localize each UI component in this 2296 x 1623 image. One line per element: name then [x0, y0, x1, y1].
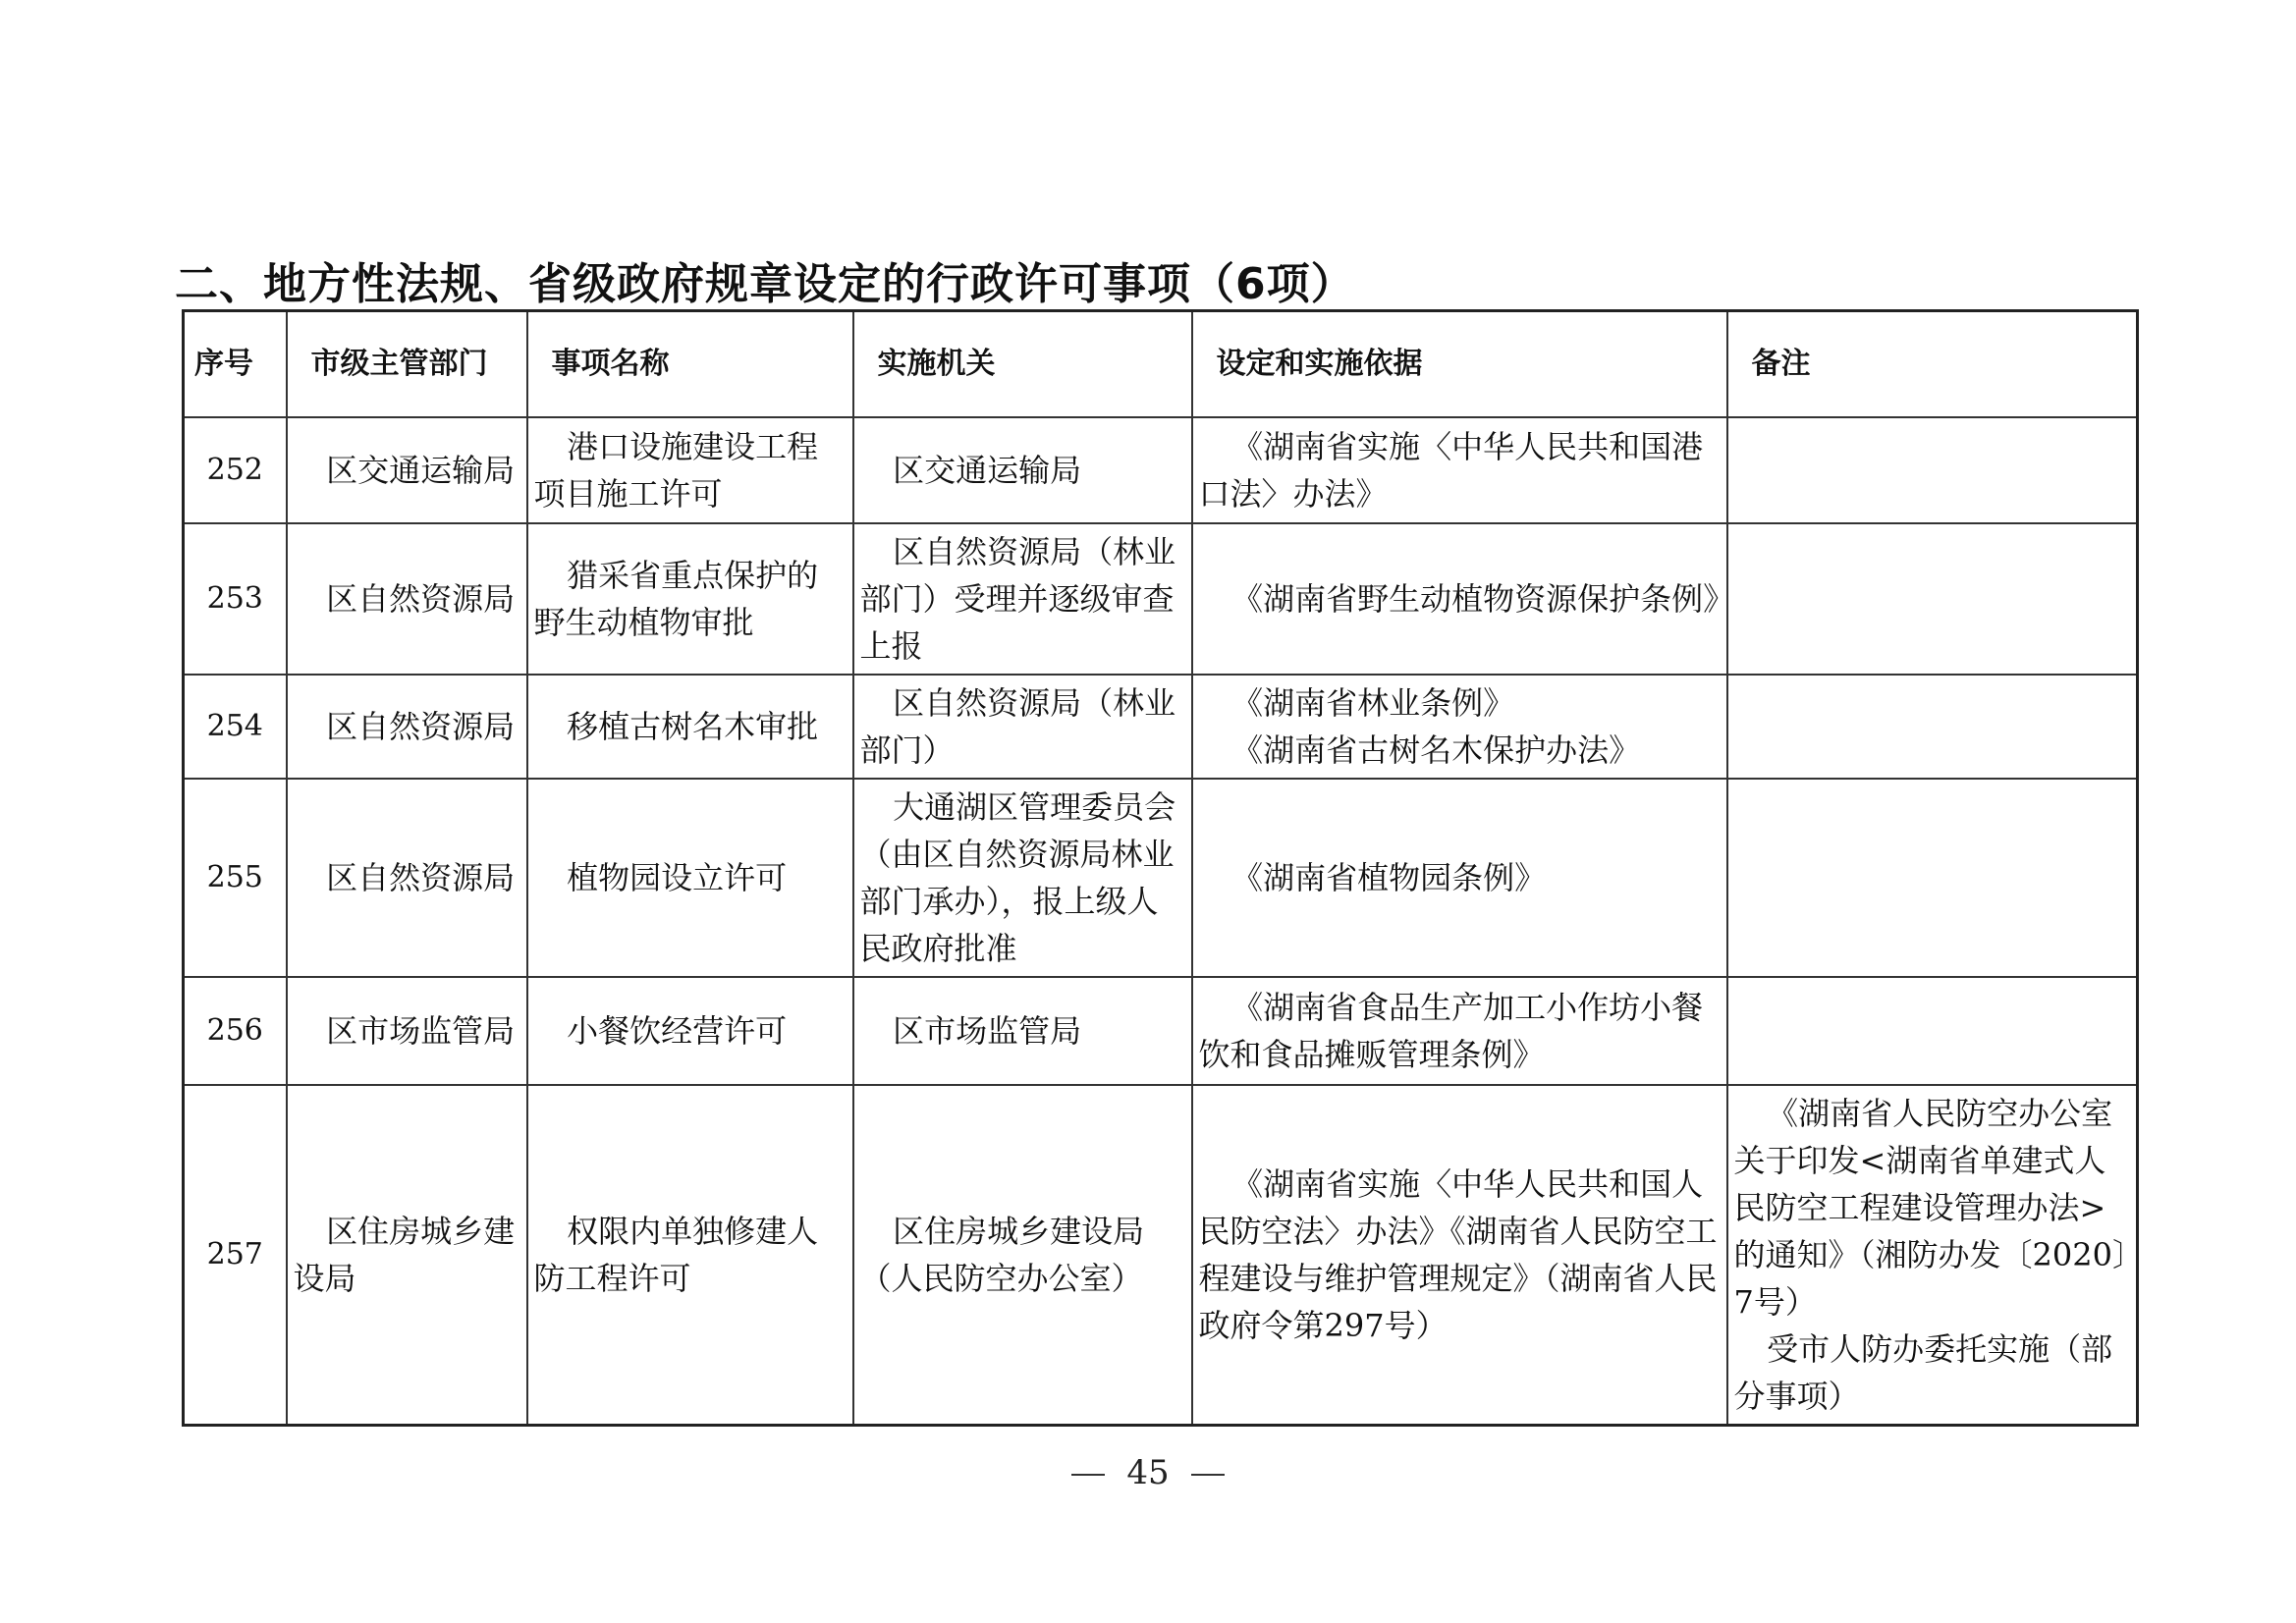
cell-item-name: 植物园设立许可	[527, 779, 853, 977]
cell-remarks	[1727, 977, 2138, 1085]
cell-remarks-line: 《湖南省人民防空办公室关于印发<湖南省单建式人民防空工程建设管理办法>的通知》（湘防办发〔2020〕7号）	[1733, 1094, 2128, 1321]
cell-remarks	[1727, 417, 2138, 523]
page-number: 45	[1126, 1453, 1170, 1492]
cell-basis	[1192, 523, 1735, 675]
header-remarks: 备注	[1727, 311, 2138, 417]
cell-basis	[1192, 1085, 1727, 1426]
page-footer	[0, 1451, 2296, 1494]
cell-basis	[1192, 977, 1727, 1085]
cell-basis-line: 《湖南省野生动植物资源保护条例》	[1231, 579, 1735, 618]
cell-agency: 区自然资源局（林业部门）受理并逐级审查上报	[853, 523, 1192, 675]
cell-remarks	[1727, 779, 2138, 977]
cell-department: 区自然资源局	[287, 779, 527, 977]
cell-agency: 区住房城乡建设局（人民防空办公室）	[853, 1085, 1192, 1426]
cell-remarks	[1727, 523, 2138, 675]
table-row	[184, 675, 2138, 779]
table-body	[184, 417, 2138, 1426]
cell-remarks-line: 受市人防办委托实施（部分事项）	[1733, 1329, 2113, 1415]
cell-department: 区市场监管局	[287, 977, 527, 1085]
cell-basis-line: 《湖南省古树名木保护办法》	[1231, 730, 1641, 769]
cell-seq: 257	[184, 1085, 287, 1426]
header-agency: 实施机关	[853, 311, 1192, 417]
cell-department: 区住房城乡建设局	[287, 1085, 527, 1426]
cell-seq: 255	[184, 779, 287, 977]
footer-dash-right	[1191, 1474, 1225, 1476]
cell-remarks	[1727, 1085, 2138, 1426]
cell-remarks	[1727, 675, 2138, 779]
cell-basis-line: 《湖南省实施〈中华人民共和国人民防空法〉办法》《湖南省人民防空工程建设与维护管理规定》（湖南省人民政府令第297号）	[1198, 1164, 1718, 1344]
table-row	[184, 779, 2138, 977]
cell-basis	[1192, 675, 1727, 779]
cell-agency: 区市场监管局	[853, 977, 1192, 1085]
cell-department: 区自然资源局	[287, 523, 527, 675]
table-row	[184, 417, 2138, 523]
cell-basis-line: 《湖南省实施〈中华人民共和国港口法〉办法》	[1198, 427, 1704, 513]
table-row	[184, 523, 2138, 675]
cell-agency: 区自然资源局（林业部门）	[853, 675, 1192, 779]
cell-basis	[1192, 417, 1727, 523]
header-department: 市级主管部门	[287, 311, 527, 417]
cell-seq: 253	[184, 523, 287, 675]
cell-item-name: 猎采省重点保护的野生动植物审批	[527, 523, 853, 675]
cell-seq: 252	[184, 417, 287, 523]
table-header-row	[184, 311, 2138, 417]
cell-basis-line: 《湖南省林业条例》	[1231, 683, 1515, 722]
cell-basis-line: 《湖南省食品生产加工小作坊小餐饮和食品摊贩管理条例》	[1198, 988, 1704, 1073]
cell-department: 区自然资源局	[287, 675, 527, 779]
cell-agency: 大通湖区管理委员会（由区自然资源局林业部门承办），报上级人民政府批准	[853, 779, 1192, 977]
section-heading: 二、地方性法规、省级政府规章设定的行政许可事项（6项）	[175, 259, 1355, 309]
cell-item-name: 权限内单独修建人防工程许可	[527, 1085, 853, 1426]
cell-item-name: 小餐饮经营许可	[527, 977, 853, 1085]
header-item-name: 事项名称	[527, 311, 853, 417]
cell-department: 区交通运输局	[287, 417, 527, 523]
table-row	[184, 977, 2138, 1085]
table-row	[184, 1085, 2138, 1426]
cell-basis	[1192, 779, 1727, 977]
permit-items-table	[182, 309, 2139, 1427]
cell-agency: 区交通运输局	[853, 417, 1192, 523]
header-seq: 序号	[184, 311, 287, 417]
footer-dash-left	[1071, 1474, 1105, 1476]
cell-basis-line: 《湖南省植物园条例》	[1231, 858, 1547, 896]
cell-item-name: 移植古树名木审批	[527, 675, 853, 779]
cell-seq: 256	[184, 977, 287, 1085]
cell-seq: 254	[184, 675, 287, 779]
header-basis: 设定和实施依据	[1192, 311, 1727, 417]
cell-item-name: 港口设施建设工程项目施工许可	[527, 417, 853, 523]
